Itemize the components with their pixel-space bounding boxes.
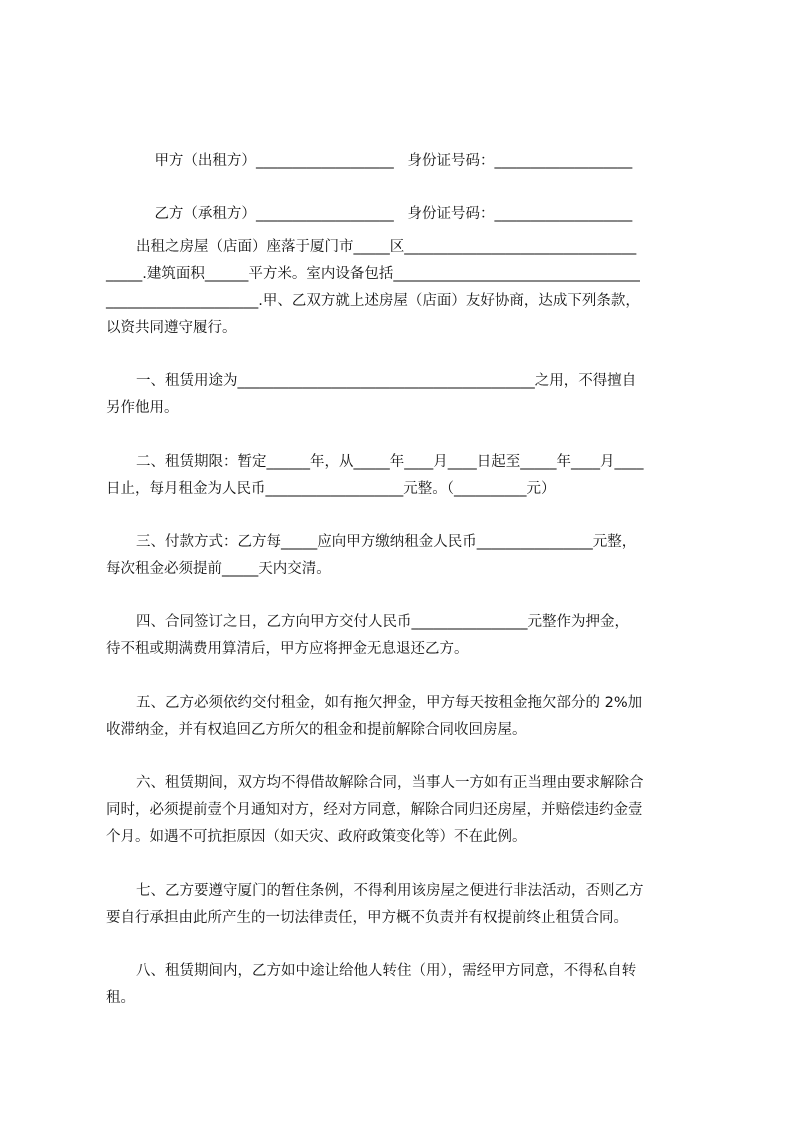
intro-line-2: _____.建筑面积______平方米。室内设备包括__________________________________ bbox=[106, 266, 640, 282]
clause-2-line-2: 日止，每月租金为人民币___________________元整。（__________元） bbox=[106, 481, 556, 497]
party-a-label: 甲方（出租方） bbox=[154, 153, 256, 169]
party-b-id-blank: ___________________ bbox=[494, 206, 633, 222]
clause-6-line-2: 同时，必须提前壹个月通知对方，经对方同意，解除合同归还房屋，并赔偿违约金壹 bbox=[106, 802, 643, 818]
clause-2-line-1: 二、租赁期限：暂定______年，从_____年____月____日起至_____年____月____ bbox=[136, 454, 644, 470]
party-a-id-blank: ___________________ bbox=[494, 153, 633, 169]
clause-6-line-1: 六、租赁期间，双方均不得借故解除合同，当事人一方如有正当理由要求解除合 bbox=[136, 775, 644, 791]
intro-line-3: _____________________.甲、乙双方就上述房屋（店面）友好协商，达成下列条款， bbox=[106, 293, 640, 309]
party-b-name-blank: ___________________ bbox=[255, 206, 394, 222]
clause-4-line-1: 四、合同签订之日，乙方向甲方交付人民币________________元整作为押金， bbox=[136, 614, 629, 630]
party-a-id-label: 身份证号码： bbox=[407, 153, 495, 169]
clause-3-line-1: 三、付款方式：乙方每_____应向甲方缴纳租金人民币________________元整， bbox=[136, 534, 637, 550]
clause-8-line-1: 八、租赁期间内，乙方如中途让给他人转住（用），需经甲方同意，不得私自转 bbox=[136, 963, 637, 979]
intro-line-4: 以资共同遵守履行。 bbox=[106, 320, 237, 336]
party-a-line bbox=[136, 131, 632, 191]
party-b-id-label: 身份证号码： bbox=[407, 206, 495, 222]
clause-5-line-2: 收滞纳金，并有权追回乙方所欠的租金和提前解除合同收回房屋。 bbox=[106, 722, 527, 738]
party-b-line bbox=[136, 184, 632, 244]
clause-5-line-1: 五、乙方必须依约交付租金，如有拖欠押金，甲方每天按租金拖欠部分的 2%加 bbox=[136, 695, 643, 711]
intro-line-1: 出租之房屋（店面）座落于厦门市_____区________________________________ bbox=[136, 239, 637, 255]
clause-8-line-2: 租。 bbox=[106, 990, 135, 1006]
clause-1-line-2: 另作他用。 bbox=[106, 400, 179, 416]
clause-6-line-3: 个月。如遇不可抗拒原因（如天灾、政府政策变化等）不在此例。 bbox=[106, 829, 527, 845]
clause-7-line-2: 要自行承担由此所产生的一切法律责任，甲方概不负责并有权提前终止租赁合同。 bbox=[106, 910, 628, 926]
clause-4-line-2: 待不租或期满费用算清后，甲方应将押金无息退还乙方。 bbox=[106, 641, 469, 657]
party-b-label: 乙方（承租方） bbox=[154, 206, 256, 222]
party-a-name-blank: ___________________ bbox=[255, 153, 394, 169]
clause-3-line-2: 每次租金必须提前_____天内交清。 bbox=[106, 561, 331, 577]
clause-7-line-1: 七、乙方要遵守厦门的暂住条例，不得利用该房屋之便进行非法活动，否则乙方 bbox=[136, 883, 644, 899]
clause-1-line-1: 一、租赁用途为_________________________________________之用，不得擅自 bbox=[136, 373, 637, 389]
